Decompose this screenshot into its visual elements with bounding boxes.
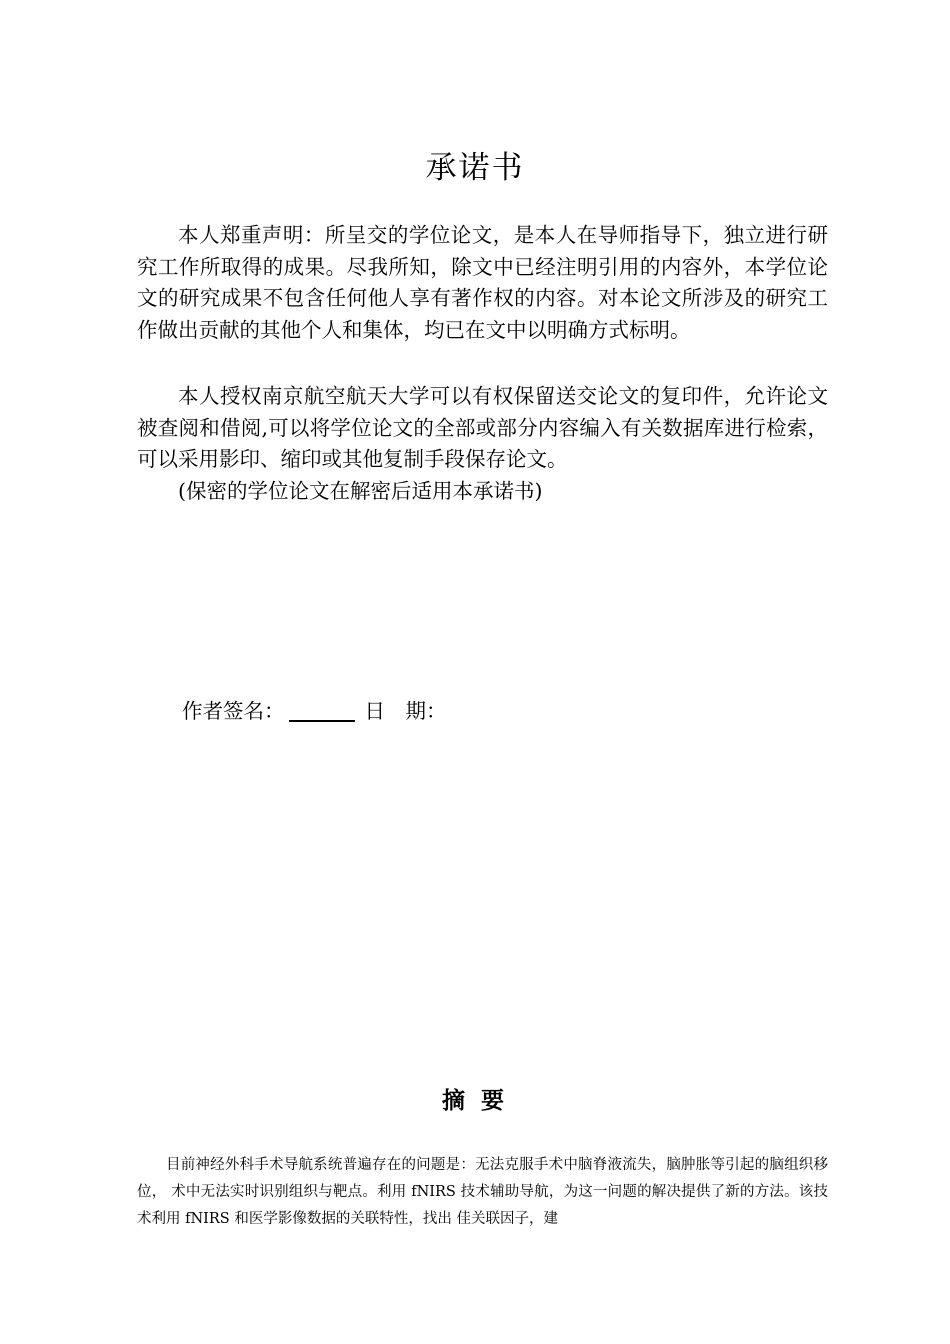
confidential-note: (保密的学位论文在解密后适用本承诺书) (178, 478, 543, 503)
abstract-title: 摘 要 (441, 1088, 508, 1114)
declaration-paragraph-1: 本人郑重声明：所呈交的学位论文，是本人在导师指导下，独立进行研究工作所取得的成果。尽我所知，除文中已经注明引用的内容外，本学位论文的研究成果不包含任何他人享有著作权的内容。对本论文所涉及的研究工作做出贡献的其他个人和集体，均已在文中以明确方式标明。 (137, 223, 828, 342)
date-label: 日 期： (364, 699, 447, 723)
authorization-body (137, 381, 828, 507)
signature-blank[interactable] (289, 698, 355, 722)
declaration-title: 承诺书 (425, 150, 525, 186)
declaration-body (137, 220, 828, 346)
abstract-paragraph: 目前神经外科手术导航系统普遍存在的问题是：无法克服手术中脑脊液流失，脑肿胀等引起的脑组织移位， 术中无法实时识别组织与靶点。利用 fNIRS 技术辅助导航，为这一问题的解决提供了新的方法。该技术利用 fNIRS 和医学影像数据的关联特性，找出 佳关联因子，建 (137, 1157, 828, 1227)
declaration-paragraph-2: 本人授权南京航空航天大学可以有权保留送交论文的复印件，允许论文被查阅和借阅,可以将学位论文的全部或部分内容编入有关数据库进行检索，可以采用影印、缩印或其他复制手段保存论文。 (137, 384, 828, 471)
signature-line (182, 696, 447, 726)
signature-label: 作者签名： (182, 699, 285, 723)
abstract-body (137, 1152, 828, 1233)
